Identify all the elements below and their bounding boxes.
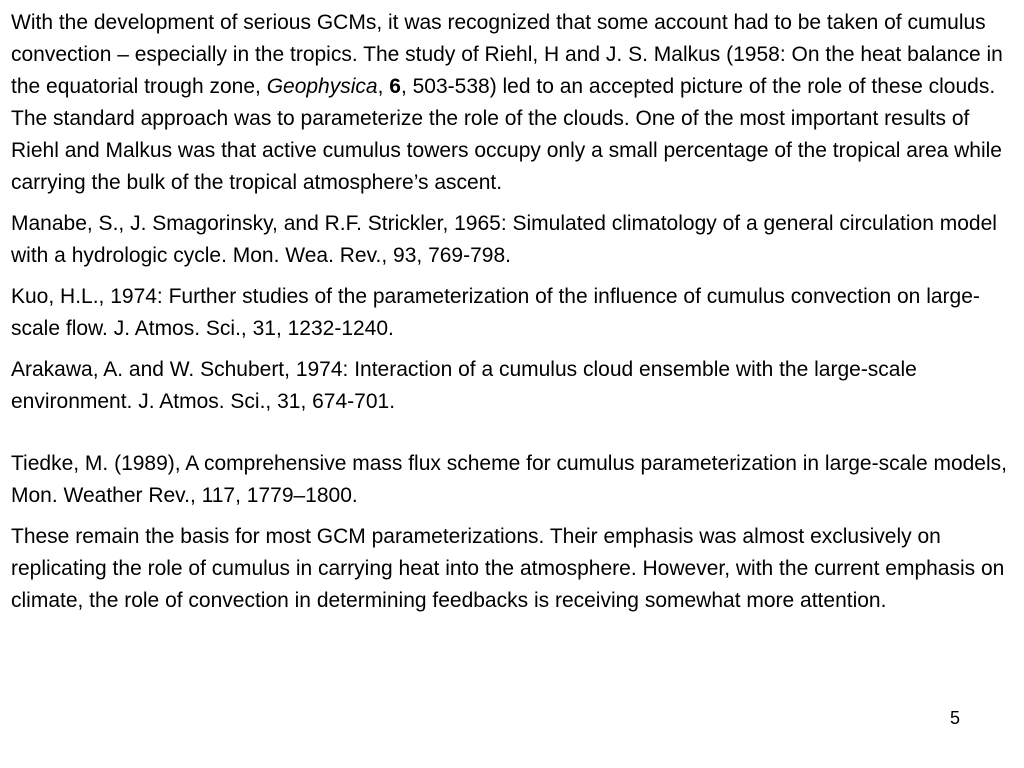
slide-body <box>11 7 1021 626</box>
journal-volume: 6 <box>389 75 401 98</box>
reference-kuo: Kuo, H.L., 1974: Further studies of the parameterization of the influence of cumulus convection on large-scale flow. J. Atmos. Sci., 31, 1232-1240. <box>11 285 980 340</box>
reference-arakawa: Arakawa, A. and W. Schubert, 1974: Interaction of a cumulus cloud ensemble with the large-scale environment. J. Atmos. Sci., 31, 674-701. <box>11 358 917 413</box>
page-number: 5 <box>949 708 960 728</box>
intro-paragraph <box>11 7 1021 199</box>
intro-text-part-1: With the development of serious GCMs, it was recognized that some account had to be taken of cumulus convection – especially in the tropics. The study of Riehl, H and J. S. Malkus (1958: On the heat balance in the equatorial trough zone, <box>11 11 1003 98</box>
journal-title: Geophysica <box>266 75 378 98</box>
reference-tiedke: Tiedke, M. (1989), A comprehensive mass flux scheme for cumulus parameterization in large-scale models, Mon. Weather Rev., 117, 1779–1800. <box>11 452 1007 507</box>
reference-manabe: Manabe, S., J. Smagorinsky, and R.F. Strickler, 1965: Simulated climatology of a general circulation model with a hydrologic cycle. Mon. Wea. Rev., 93, 769-798. <box>11 212 997 267</box>
intro-separator: , <box>377 75 390 98</box>
conclusion-paragraph: These remain the basis for most GCM parameterizations. Their emphasis was almost exclusively on replicating the role of cumulus in carrying heat into the atmosphere. However, with the current emphasis on climate, the role of convection in determining feedbacks is receiving somewhat more attention. <box>11 525 1005 612</box>
intro-text-part-2: , 503-538) led to an accepted picture of the role of these clouds. The standard approach was to parameterize the role of the clouds. One of the most important results of Riehl and Malkus was that active cumulus towers occupy only a small percentage of the tropical area while carrying the bulk of the tropical atmosphere’s ascent. <box>11 75 1002 194</box>
